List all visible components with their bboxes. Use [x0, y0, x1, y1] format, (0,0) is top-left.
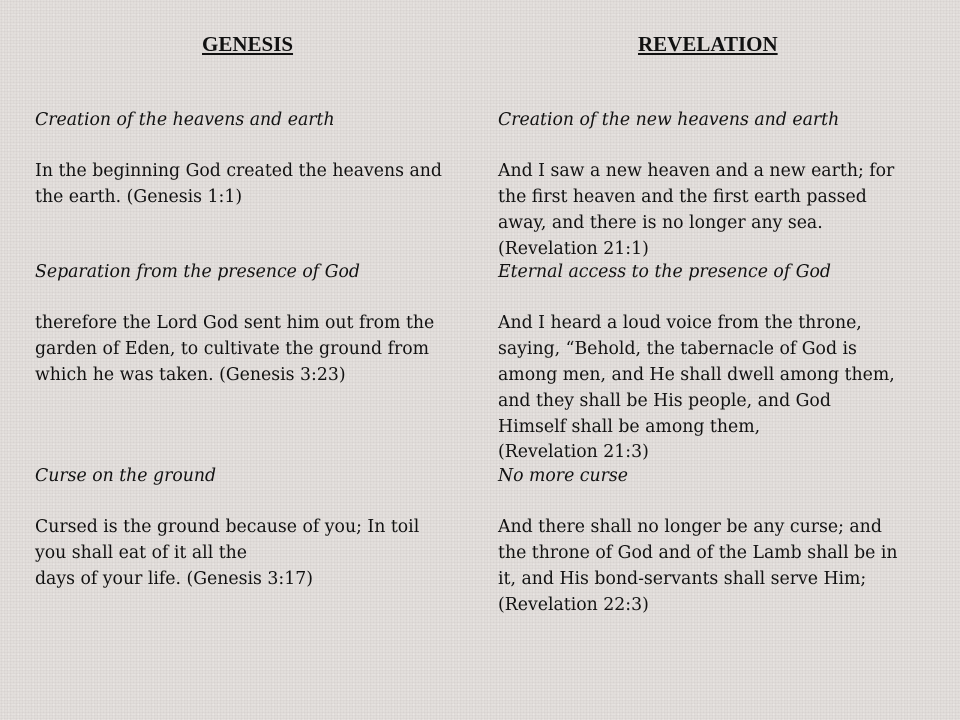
- genesis-entry-curse: [35, 438, 475, 619]
- entry-title: Curse on the ground: [35, 465, 217, 486]
- entry-text: therefore the Lord God sent him out from the garden of Eden, to cultivate the ground from which he was taken. (Genesis 3:23): [35, 313, 435, 385]
- genesis-heading: GENESIS: [202, 32, 294, 56]
- revelation-entry-no-curse: [498, 438, 938, 644]
- entry-title: Creation of the heavens and earth: [35, 109, 335, 130]
- entry-text: In the beginning God created the heavens and the earth. (Genesis 1:1): [35, 161, 442, 208]
- entry-title: Creation of the new heavens and earth: [498, 109, 840, 130]
- entry-text: And there shall no longer be any curse; and the throne of God and of the Lamb shall be in it, and His bond-servants shall serve Him; (Revelation 22:3): [498, 517, 898, 615]
- entry-text: And I heard a loud voice from the throne, saying, “Behold, the tabernacle of God is among men, and He shall dwell among them, and they shall be His people, and God Himself shall be among them, (Revelation 21:3): [498, 313, 895, 463]
- entry-title: No more curse: [498, 465, 628, 486]
- entry-title: Separation from the presence of God: [35, 261, 360, 282]
- revelation-heading: REVELATION: [638, 32, 778, 56]
- entry-title: Eternal access to the presence of God: [498, 261, 831, 282]
- entry-text: And I saw a new heaven and a new earth; for the first heaven and the first earth passed away, and there is no longer any sea. (Revelation 21:1): [498, 161, 895, 259]
- genesis-entry-creation: [35, 82, 475, 237]
- entry-text: Cursed is the ground because of you; In toil you shall eat of it all the days of your life. (Genesis 3:17): [35, 517, 420, 589]
- genesis-entry-separation: [35, 234, 475, 415]
